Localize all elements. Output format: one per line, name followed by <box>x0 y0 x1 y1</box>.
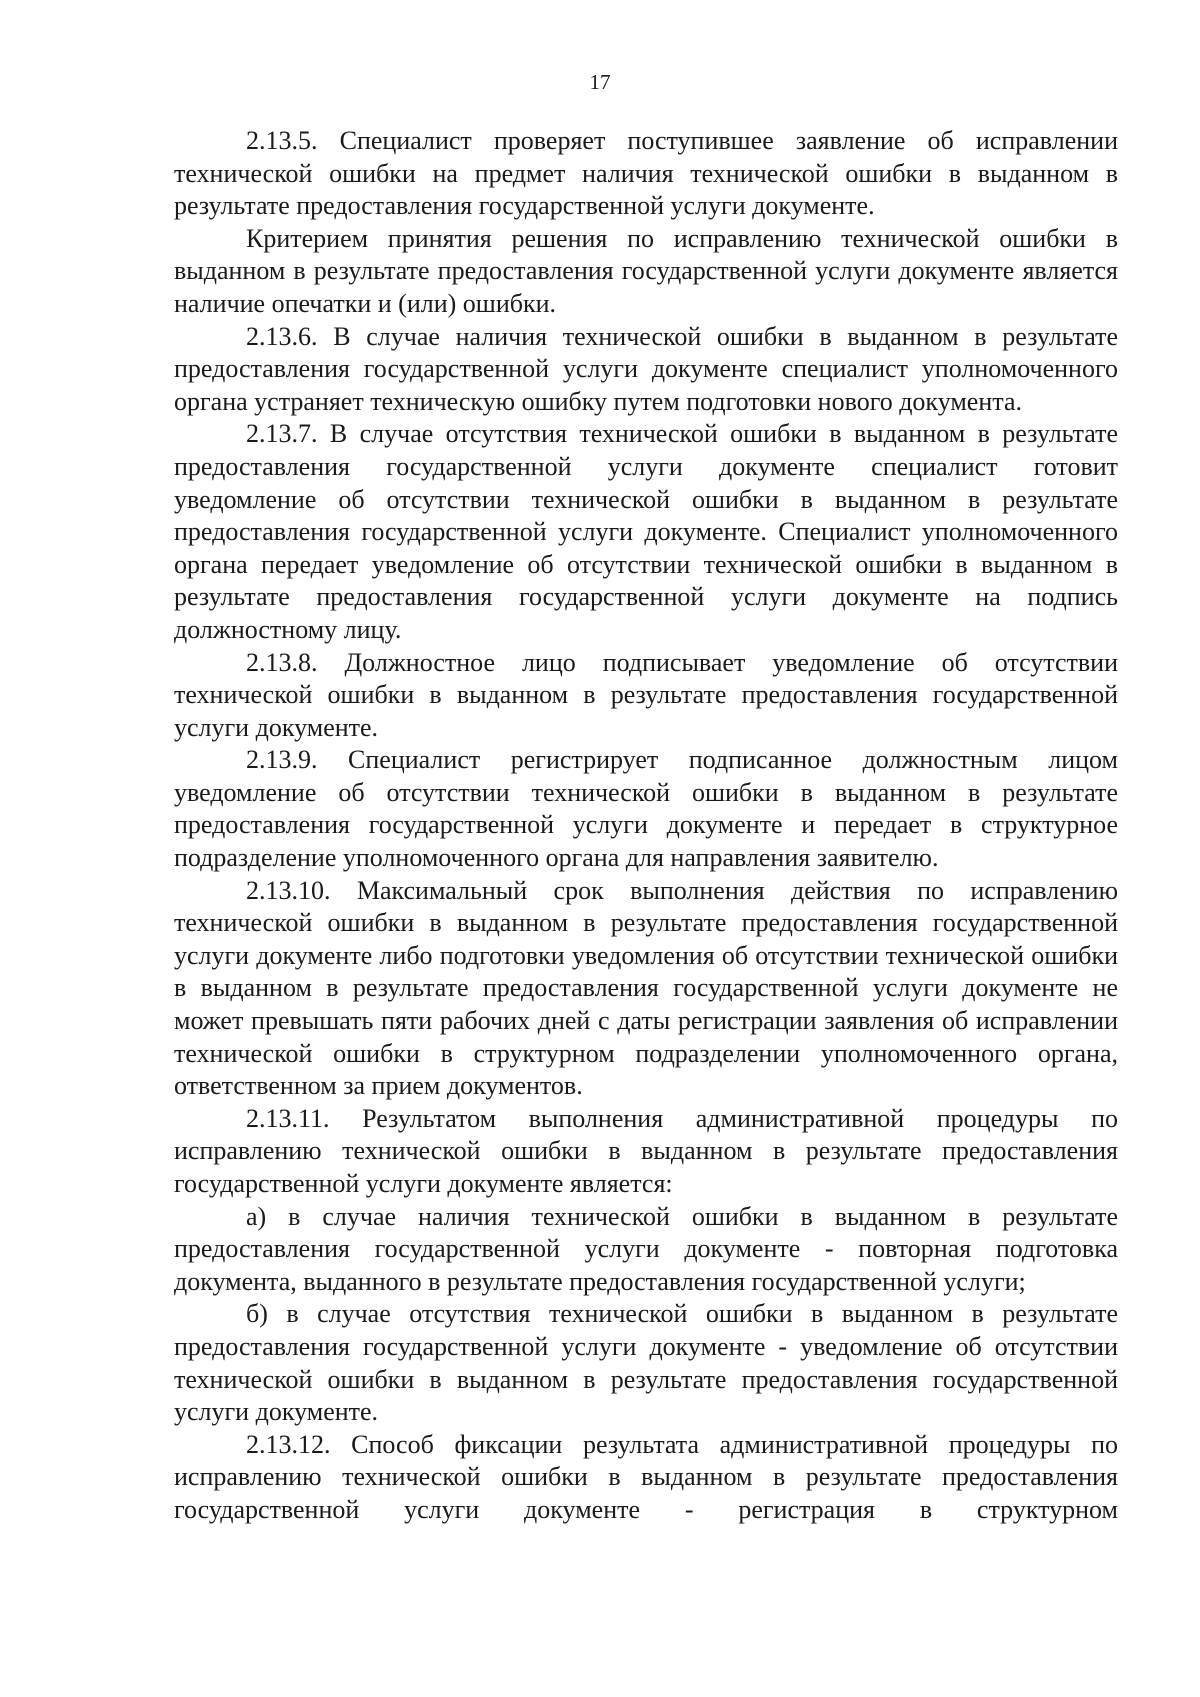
paragraph-2-13-6: 2.13.6. В случае наличия технической ошибки в выданном в результате предоставления государственной услуги документе специалист уполномоченного органа устраняет техническую ошибку путем подготовки нового документа. <box>174 321 1118 416</box>
paragraph-2-13-11: 2.13.11. Результатом выполнения административной процедуры по исправлению технической ошибки в выданном в результате предоставления государственной услуги документе является: <box>174 1103 1118 1198</box>
paragraph-2-13-8: 2.13.8. Должностное лицо подписывает уведомление об отсутствии технической ошибки в выданном в результате предоставления государственной услуги документе. <box>174 647 1118 742</box>
paragraph-2-13-12: 2.13.12. Способ фиксации результата административной процедуры по исправлению технической ошибки в выданном в результате предоставления государственной услуги документе - регистрация в структурном <box>174 1429 1118 1524</box>
paragraph-2-13-7: 2.13.7. В случае отсутствия технической ошибки в выданном в результате предоставления государственной услуги документе специалист готовит уведомление об отсутствии технической ошибки в выданном в результате предоставления государственной услуги документе. Специалист уполномоченного органа передает уведомление об отсутствии технической ошибки в выданном в результате предоставления государственной услуги документе на подпись должностному лицу. <box>174 419 1118 644</box>
paragraph-item-b: б) в случае отсутствия технической ошибки в выданном в результате предоставления государственной услуги документе - уведомление об отсутствии технической ошибки в выданном в результате предоставления государственной услуги документе. <box>174 1299 1118 1427</box>
paragraph-criterion: Критерием принятия решения по исправлению технической ошибки в выданном в результате предоставления государственной услуги документе является наличие опечатки и (или) ошибки. <box>174 223 1118 318</box>
paragraph-2-13-9: 2.13.9. Специалист регистрирует подписанное должностным лицом уведомление об отсутствии технической ошибки в выданном в результате предоставления государственной услуги документе и передает в структурное подразделение уполномоченного органа для направления заявителю. <box>174 745 1118 873</box>
page-number: 17 <box>589 70 611 94</box>
paragraph-2-13-5: 2.13.5. Специалист проверяет поступившее заявление об исправлении технической ошибки на предмет наличия технической ошибки в выданном в результате предоставления государственной услуги документе. <box>174 126 1118 221</box>
paragraph-2-13-10: 2.13.10. Максимальный срок выполнения действия по исправлению технической ошибки в выданном в результате предоставления государственной услуги документе либо подготовки уведомления об отсутствии технической ошибки в выданном в результате предоставления государственной услуги документе не может превышать пяти рабочих дней с даты регистрации заявления об исправлении технической ошибки в структурном подразделении уполномоченного органа, ответственном за прием документов. <box>174 875 1118 1101</box>
paragraph-item-a: а) в случае наличия технической ошибки в выданном в результате предоставления государственной услуги документе - повторная подготовка документа, выданного в результате предоставления государственной услуги; <box>174 1201 1118 1296</box>
document-body <box>174 125 1118 1527</box>
